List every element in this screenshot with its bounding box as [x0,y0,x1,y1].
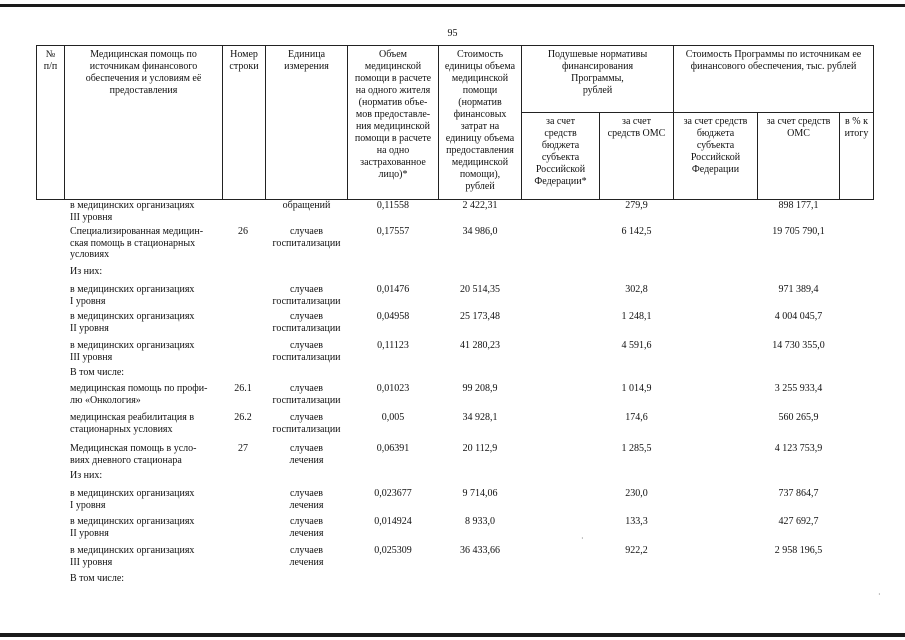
row-volume: 0,17557 [376,226,410,237]
header-col-program-cost: Стоимость Программы по источникам ее финансового обеспечения, тыс. рублей [685,49,862,72]
row-name: в медицинских организациях I уровня [70,488,195,511]
row-name: В том числе: [70,367,125,378]
row-volume: 0,11123 [377,340,409,351]
header-col-per-capita: Подушевые нормативы финансирования Программы, рублей [547,49,648,96]
row-unit: случаев лечения [289,516,324,539]
scan-speck: · [581,534,584,543]
header-col-row-number: Номер строки [229,49,259,72]
row-unit: случаев лечения [289,545,324,568]
row-unit-cost: 9 714,06 [462,488,498,499]
row-unit-cost: 36 433,66 [460,545,500,556]
col-divider [873,45,874,200]
row-name: Из них: [70,470,103,481]
row-number: 27 [238,443,248,454]
row-program-oms: 14 730 355,0 [772,340,825,351]
row-volume: 0,11558 [376,200,410,211]
row-name: в медицинских организациях II уровня [70,311,195,334]
row-unit-cost: 34 928,1 [462,412,498,423]
row-volume: 0,01476 [376,284,410,295]
row-per-capita-oms: 1 014,9 [621,383,652,394]
row-name: Специализированная медицин- ская помощь в стационарных условиях [70,226,204,260]
row-program-oms: 971 389,4 [778,284,819,295]
row-volume: 0,025309 [374,545,412,556]
row-number: 26.1 [234,383,252,394]
row-unit-cost: 99 208,9 [462,383,498,394]
row-program-oms: 898 177,1 [778,200,819,211]
row-name: В том числе: [70,573,125,584]
row-per-capita-oms: 1 285,5 [621,443,652,454]
row-program-oms: 427 692,7 [778,516,819,527]
row-unit: случаев госпитализации [272,412,341,435]
header-col-unit: Единица измерения [284,49,329,72]
row-name: в медицинских организациях III уровня [70,340,195,363]
row-per-capita-oms: 922,2 [625,545,648,556]
row-unit-cost: 20 112,9 [462,443,498,454]
row-program-oms: 3 255 933,4 [774,383,823,394]
header-col-unit-cost: Стоимость единицы объема медицинской помощи (норматив финансовых затрат на единицу объема предоставления медицинской помощи), рублей [444,49,516,192]
row-volume: 0,023677 [374,488,412,499]
row-name: в медицинских организациях II уровня [70,516,195,539]
row-unit: случаев госпитализации [272,311,341,334]
row-unit-cost: 2 422,31 [462,200,498,211]
row-per-capita-oms: 6 142,5 [621,226,652,237]
header-sub-line [521,112,874,113]
row-unit: случаев госпитализации [272,383,341,406]
header-col-volume: Объем медицинской помощи в расчете на одного жителя (норматив объе- мов предоставле- ния медицинской помощи в расчете на одно застрахованное лицо)* [354,49,432,180]
row-name: медицинская помощь по профи- лю «Онкология» [70,383,208,406]
row-program-oms: 737 864,7 [778,488,819,499]
row-unit-cost: 41 280,23 [460,340,500,351]
row-per-capita-oms: 1 248,1 [621,311,652,322]
row-program-oms: 19 705 790,1 [772,226,825,237]
table-header-grid [36,45,874,200]
row-number: 26.2 [234,412,252,423]
row-volume: 0,014924 [374,516,412,527]
row-unit-cost: 34 986,0 [462,226,498,237]
page-number: 95 [447,28,458,39]
header-col-program-percent: в % к итогу [844,116,869,139]
row-unit: случаев лечения [289,443,324,466]
row-volume: 0,01023 [376,383,410,394]
row-unit: случаев госпитализации [272,284,341,307]
row-per-capita-oms: 230,0 [625,488,648,499]
row-per-capita-oms: 174,6 [625,412,648,423]
row-volume: 0,005 [381,412,405,423]
row-unit-cost: 8 933,0 [465,516,495,527]
header-top-line [36,45,874,46]
header-col-per-capita-oms: за счет средств ОМС [607,116,666,139]
row-volume: 0,04958 [376,311,410,322]
row-unit-cost: 20 514,35 [460,284,500,295]
row-program-oms: 4 123 753,9 [774,443,823,454]
row-name: в медицинских организациях III уровня [70,200,195,223]
row-name: Из них: [70,266,103,277]
header-col-number: № п/п [43,49,58,72]
row-per-capita-oms: 4 591,6 [621,340,652,351]
row-name: в медицинских организациях III уровня [70,545,195,568]
header-col-program-oms: за счет средств ОМС [766,116,831,139]
row-name: медицинская реабилитация в стационарных условиях [70,412,195,435]
header-col-per-capita-budget: за счет средств бюджета субъекта Российской Федерации* [534,116,587,187]
row-program-oms: 560 265,9 [778,412,819,423]
row-program-oms: 2 958 196,5 [774,545,823,556]
row-volume: 0,06391 [376,443,410,454]
top-border-rule [0,4,905,7]
row-unit: случаев госпитализации [272,226,341,249]
row-number: 26 [238,226,248,237]
row-unit: случаев госпитализации [272,340,341,363]
header-col-program-budget: за счет средств бюджета субъекта Российской Федерации [683,116,748,175]
scan-speck: · [878,590,881,599]
header-col-name: Медицинская помощь по источникам финансового обеспечения и условиям её предоставления [85,49,202,96]
row-per-capita-oms: 302,8 [625,284,648,295]
row-per-capita-oms: 133,3 [625,516,648,527]
row-per-capita-oms: 279,9 [625,200,648,211]
row-program-oms: 4 004 045,7 [774,311,823,322]
row-unit-cost: 25 173,48 [460,311,500,322]
row-name: в медицинских организациях I уровня [70,284,195,307]
row-unit: случаев лечения [289,488,324,511]
row-unit: обращений [282,200,331,211]
row-name: Медицинская помощь в усло- виях дневного стационара [70,443,197,466]
bottom-border-rule [0,633,905,637]
